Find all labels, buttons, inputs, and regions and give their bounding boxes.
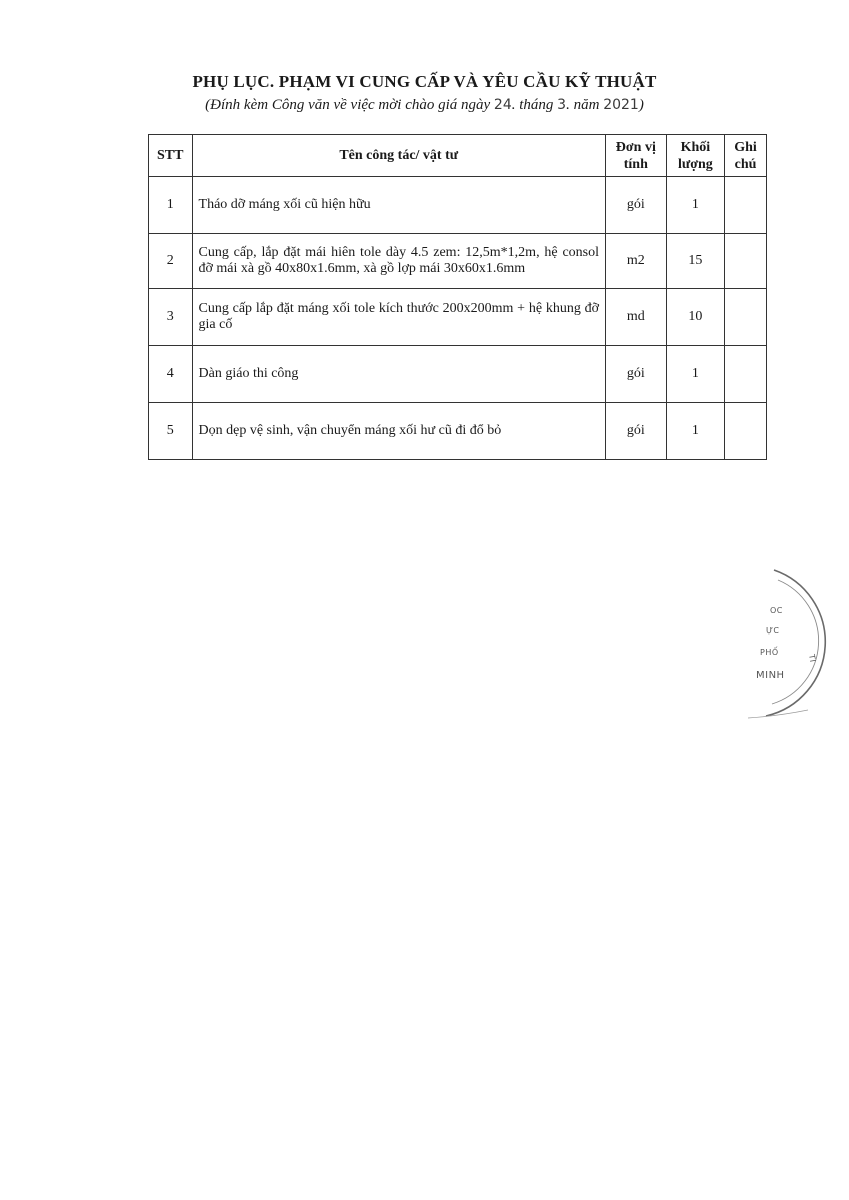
cell-stt: 1 xyxy=(149,177,193,234)
subtitle-month: 3 xyxy=(557,97,567,113)
seal-fragment: TI xyxy=(806,653,818,664)
subtitle-prefix: (Đính kèm Công văn về việc mời chào giá ngày xyxy=(205,97,491,113)
cell-unit: gói xyxy=(606,403,667,460)
table-header-row xyxy=(149,135,767,177)
cell-description: Cung cấp lắp đặt máng xối tole kích thước 200x200mm + hệ khung đỡ gia cố xyxy=(192,289,605,346)
cell-quantity: 10 xyxy=(666,289,724,346)
subtitle-month-label: tháng xyxy=(519,97,554,113)
scope-table xyxy=(148,134,767,460)
cell-unit: gói xyxy=(606,346,667,403)
cell-unit: md xyxy=(606,289,667,346)
table-row xyxy=(149,346,767,403)
seal-fragment: OC xyxy=(770,606,783,615)
cell-quantity: 1 xyxy=(666,403,724,460)
header-description: Tên công tác/ vật tư xyxy=(192,135,605,177)
cell-description: Tháo dỡ máng xối cũ hiện hữu xyxy=(192,177,605,234)
table-row xyxy=(149,289,767,346)
cell-note xyxy=(725,177,767,234)
cell-stt: 5 xyxy=(149,403,193,460)
cell-unit: m2 xyxy=(606,234,667,289)
cell-stt: 3 xyxy=(149,289,193,346)
table-row xyxy=(149,177,767,234)
table-row xyxy=(149,234,767,289)
cell-description: Cung cấp, lắp đặt mái hiên tole dày 4.5 zem: 12,5m*1,2m, hệ consol đỡ mái xà gồ 40x80x1.6mm, xà gồ lợp mái 30x60x1.6mm xyxy=(192,234,605,289)
cell-note xyxy=(725,234,767,289)
cell-unit: gói xyxy=(606,177,667,234)
header-note: Ghi chú xyxy=(725,135,767,177)
cell-quantity: 1 xyxy=(666,177,724,234)
table-row xyxy=(149,403,767,460)
seal-fragment: MINH xyxy=(756,670,785,681)
cell-note xyxy=(725,346,767,403)
document-subtitle: (Đính kèm Công văn về việc mời chào giá ngày 24. tháng 3. năm 2021) xyxy=(205,97,644,113)
cell-quantity: 15 xyxy=(666,234,724,289)
cell-description: Dọn dẹp vệ sinh, vận chuyển máng xối hư cũ đi đổ bỏ xyxy=(192,403,605,460)
cell-note xyxy=(725,403,767,460)
subtitle-suffix: ) xyxy=(638,97,644,113)
subtitle-year-label: năm xyxy=(573,97,600,113)
cell-note xyxy=(725,289,767,346)
seal-fragment: PHỐ xyxy=(760,648,779,657)
header-unit: Đơn vị tính xyxy=(606,135,667,177)
cell-stt: 2 xyxy=(149,234,193,289)
cell-description: Dàn giáo thi công xyxy=(192,346,605,403)
cell-quantity: 1 xyxy=(666,346,724,403)
header-stt: STT xyxy=(149,135,193,177)
cell-stt: 4 xyxy=(149,346,193,403)
seal-outline-icon xyxy=(748,566,838,726)
document-title: PHỤ LỤC. PHẠM VI CUNG CẤP VÀ YÊU CẦU KỸ THUẬT xyxy=(192,72,657,91)
subtitle-year: 2021 xyxy=(603,97,639,113)
official-seal xyxy=(748,566,838,726)
header-quantity: Khối lượng xyxy=(666,135,724,177)
subtitle-day: 24 xyxy=(493,97,512,113)
seal-fragment: ỰC xyxy=(766,626,780,635)
